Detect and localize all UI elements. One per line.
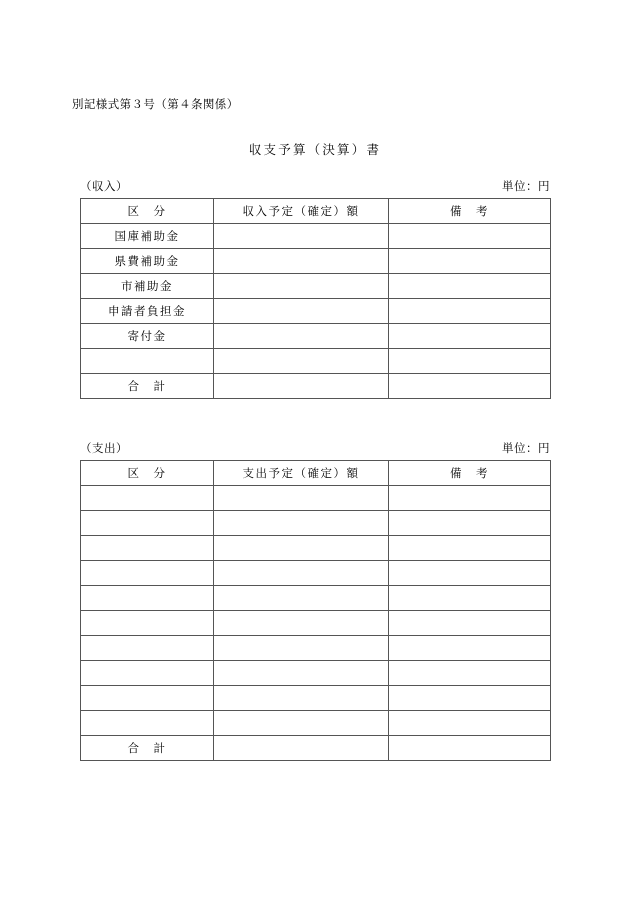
row-amount-total[interactable]: [214, 736, 389, 761]
row-category: 県費補助金: [81, 249, 214, 274]
table-row: [81, 636, 551, 661]
row-amount[interactable]: [214, 536, 389, 561]
table-row: [81, 224, 551, 249]
row-category[interactable]: [81, 561, 214, 586]
income-section-label: （収入）: [80, 181, 128, 193]
expense-header-amount: 支出予定（確定）額: [214, 461, 389, 486]
row-amount[interactable]: [214, 299, 389, 324]
table-row: [81, 324, 551, 349]
expense-header-remarks: 備 考: [389, 461, 551, 486]
row-category[interactable]: [81, 711, 214, 736]
row-category[interactable]: [81, 486, 214, 511]
expense-section-label: （支出）: [80, 443, 128, 455]
form-number: 別記様式第３号（第４条関係）: [72, 99, 239, 111]
row-remarks[interactable]: [389, 511, 551, 536]
row-amount[interactable]: [214, 224, 389, 249]
row-remarks[interactable]: [389, 561, 551, 586]
table-row: [81, 299, 551, 324]
table-row-total: [81, 374, 551, 399]
table-row: [81, 561, 551, 586]
row-category: 国庫補助金: [81, 224, 214, 249]
expense-section: [80, 440, 550, 761]
row-amount[interactable]: [214, 661, 389, 686]
row-remarks[interactable]: [389, 249, 551, 274]
row-category[interactable]: [81, 536, 214, 561]
row-remarks[interactable]: [389, 349, 551, 374]
row-category-total: 合 計: [81, 736, 214, 761]
expense-table: [80, 460, 551, 761]
row-amount[interactable]: [214, 486, 389, 511]
row-amount[interactable]: [214, 686, 389, 711]
expense-table-body: [81, 486, 551, 761]
row-remarks[interactable]: [389, 636, 551, 661]
row-amount[interactable]: [214, 586, 389, 611]
expense-header-category: 区 分: [81, 461, 214, 486]
row-remarks[interactable]: [389, 686, 551, 711]
row-category[interactable]: [81, 511, 214, 536]
table-row: [81, 661, 551, 686]
table-row: [81, 274, 551, 299]
table-row: [81, 249, 551, 274]
row-remarks[interactable]: [389, 486, 551, 511]
table-row: [81, 586, 551, 611]
row-remarks[interactable]: [389, 711, 551, 736]
table-row: [81, 536, 551, 561]
row-category[interactable]: [81, 636, 214, 661]
table-row: [81, 686, 551, 711]
row-remarks[interactable]: [389, 224, 551, 249]
row-amount[interactable]: [214, 611, 389, 636]
income-table: [80, 198, 551, 399]
row-category[interactable]: [81, 686, 214, 711]
row-remarks-total[interactable]: [389, 374, 551, 399]
row-category: 寄付金: [81, 324, 214, 349]
row-remarks[interactable]: [389, 274, 551, 299]
income-header-category: 区 分: [81, 199, 214, 224]
row-amount[interactable]: [214, 561, 389, 586]
income-section: [80, 178, 550, 399]
row-category[interactable]: [81, 586, 214, 611]
table-row: [81, 711, 551, 736]
row-amount[interactable]: [214, 324, 389, 349]
row-category[interactable]: [81, 611, 214, 636]
row-amount[interactable]: [214, 349, 389, 374]
row-amount[interactable]: [214, 711, 389, 736]
row-category: 申請者負担金: [81, 299, 214, 324]
income-header-remarks: 備 考: [389, 199, 551, 224]
row-category[interactable]: [81, 349, 214, 374]
income-table-body: [81, 224, 551, 399]
row-remarks[interactable]: [389, 299, 551, 324]
row-amount[interactable]: [214, 249, 389, 274]
table-row: [81, 486, 551, 511]
row-remarks[interactable]: [389, 536, 551, 561]
row-category: 市補助金: [81, 274, 214, 299]
table-header-row: [81, 199, 551, 224]
row-remarks-total[interactable]: [389, 736, 551, 761]
row-category-total: 合 計: [81, 374, 214, 399]
row-amount[interactable]: [214, 274, 389, 299]
table-row: [81, 611, 551, 636]
row-remarks[interactable]: [389, 611, 551, 636]
row-remarks[interactable]: [389, 324, 551, 349]
expense-section-header: [80, 440, 550, 460]
row-remarks[interactable]: [389, 586, 551, 611]
row-amount[interactable]: [214, 511, 389, 536]
table-row: [81, 511, 551, 536]
row-category[interactable]: [81, 661, 214, 686]
table-row-total: [81, 736, 551, 761]
table-row: [81, 349, 551, 374]
page-title: 収支予算（決算）書: [248, 143, 382, 157]
income-section-header: [80, 178, 550, 198]
row-remarks[interactable]: [389, 661, 551, 686]
row-amount[interactable]: [214, 636, 389, 661]
row-amount-total[interactable]: [214, 374, 389, 399]
expense-unit-label: 単位：円: [502, 443, 550, 455]
table-header-row: [81, 461, 551, 486]
income-header-amount: 収入予定（確定）額: [214, 199, 389, 224]
income-unit-label: 単位：円: [502, 181, 550, 193]
